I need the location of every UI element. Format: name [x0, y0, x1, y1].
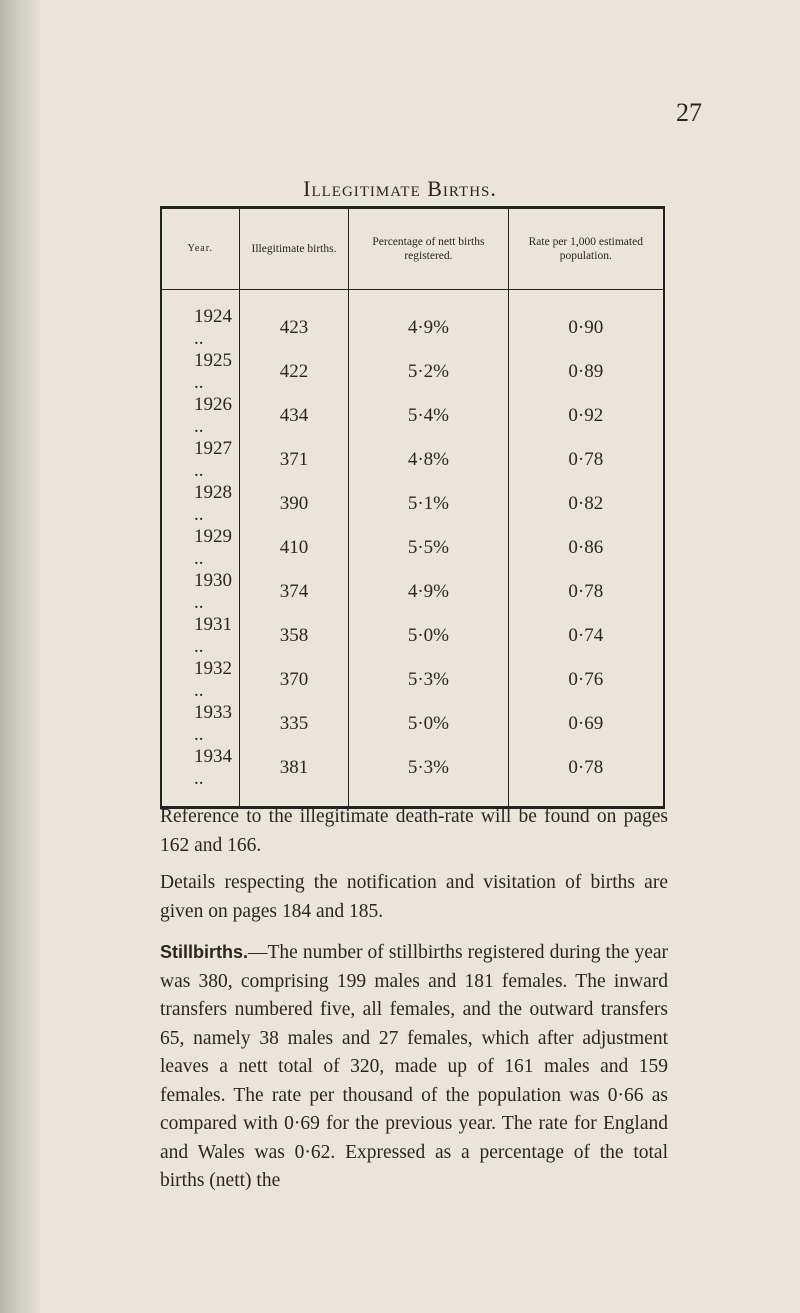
cell-year: 1930 .. — [194, 570, 232, 613]
stillbirths-text: —The number of stillbirths registered during the year was 380, comprising 199 males and 181 females. The inward transfers numbered five, all females, and the outward transfers 65, namely 38 males and 27 females, which after adjustment leaves a nett total of 320, made up of 161 males and 159 females. The rate per thousand of the population was 0·66 as compared with 0·69 for the previous year. The rate for England and Wales was 0·62. Expressed as a percentage of the total births (nett) the — [160, 942, 668, 1191]
cell-births: 335 — [239, 702, 349, 746]
paragraph-details: Details respecting the notification and visitation of births are given on pages 184 and 185. — [160, 872, 668, 922]
cell-year: 1929 .. — [194, 526, 232, 569]
cell-percentage: 4·9% — [349, 290, 508, 351]
cell-percentage: 5·4% — [349, 394, 508, 438]
cell-year: 1925 .. — [194, 350, 232, 393]
cell-percentage: 4·8% — [349, 438, 508, 482]
cell-percentage: 5·5% — [349, 526, 508, 570]
paragraph-stillbirths — [160, 938, 668, 1196]
cell-year: 1924 .. — [194, 306, 232, 349]
header-percentage: Percentage of nett births registered. — [349, 208, 508, 290]
table-row — [161, 658, 664, 702]
page-number: 27 — [676, 98, 702, 127]
cell-year: 1927 .. — [194, 438, 232, 481]
cell-rate: 0·69 — [508, 702, 664, 746]
table-row — [161, 702, 664, 746]
table-row — [161, 438, 664, 482]
table-header-row — [161, 208, 664, 290]
illegitimate-births-table — [160, 206, 665, 809]
cell-births: 370 — [239, 658, 349, 702]
page-title: Illegitimate Births. — [303, 176, 497, 201]
cell-births: 381 — [239, 746, 349, 808]
header-illegitimate-births: Illegitimate births. — [239, 208, 349, 290]
cell-rate: 0·78 — [508, 570, 664, 614]
cell-percentage: 5·1% — [349, 482, 508, 526]
cell-rate: 0·82 — [508, 482, 664, 526]
cell-percentage: 5·0% — [349, 614, 508, 658]
table-row — [161, 482, 664, 526]
cell-rate: 0·92 — [508, 394, 664, 438]
cell-percentage: 5·0% — [349, 702, 508, 746]
cell-year: 1933 .. — [194, 702, 232, 745]
cell-year: 1926 .. — [194, 394, 232, 437]
cell-percentage: 5·2% — [349, 350, 508, 394]
cell-births: 358 — [239, 614, 349, 658]
cell-rate: 0·76 — [508, 658, 664, 702]
paragraph-reference: Reference to the illegitimate death-rate will be found on pages 162 and 166. — [160, 806, 668, 856]
cell-births: 371 — [239, 438, 349, 482]
cell-births: 423 — [239, 290, 349, 351]
cell-births: 410 — [239, 526, 349, 570]
header-rate: Rate per 1,000 estimated population. — [508, 208, 664, 290]
cell-rate: 0·78 — [508, 438, 664, 482]
table-row — [161, 570, 664, 614]
cell-births: 390 — [239, 482, 349, 526]
table-body — [161, 290, 664, 808]
cell-year: 1934 .. — [194, 746, 232, 789]
cell-births: 422 — [239, 350, 349, 394]
table-row — [161, 394, 664, 438]
table-row — [161, 614, 664, 658]
cell-rate: 0·89 — [508, 350, 664, 394]
cell-year: 1928 .. — [194, 482, 232, 525]
table-row — [161, 526, 664, 570]
cell-percentage: 4·9% — [349, 570, 508, 614]
stillbirths-heading: Stillbirths. — [160, 942, 249, 962]
cell-rate: 0·78 — [508, 746, 664, 808]
table-row — [161, 746, 664, 808]
cell-births: 374 — [239, 570, 349, 614]
cell-year: 1932 .. — [194, 658, 232, 701]
cell-percentage: 5·3% — [349, 746, 508, 808]
table-row — [161, 290, 664, 351]
cell-births: 434 — [239, 394, 349, 438]
cell-rate: 0·86 — [508, 526, 664, 570]
table-row — [161, 350, 664, 394]
cell-year: 1931 .. — [194, 614, 232, 657]
cell-percentage: 5·3% — [349, 658, 508, 702]
cell-rate: 0·74 — [508, 614, 664, 658]
cell-rate: 0·90 — [508, 290, 664, 351]
header-year: Year. — [161, 208, 239, 290]
